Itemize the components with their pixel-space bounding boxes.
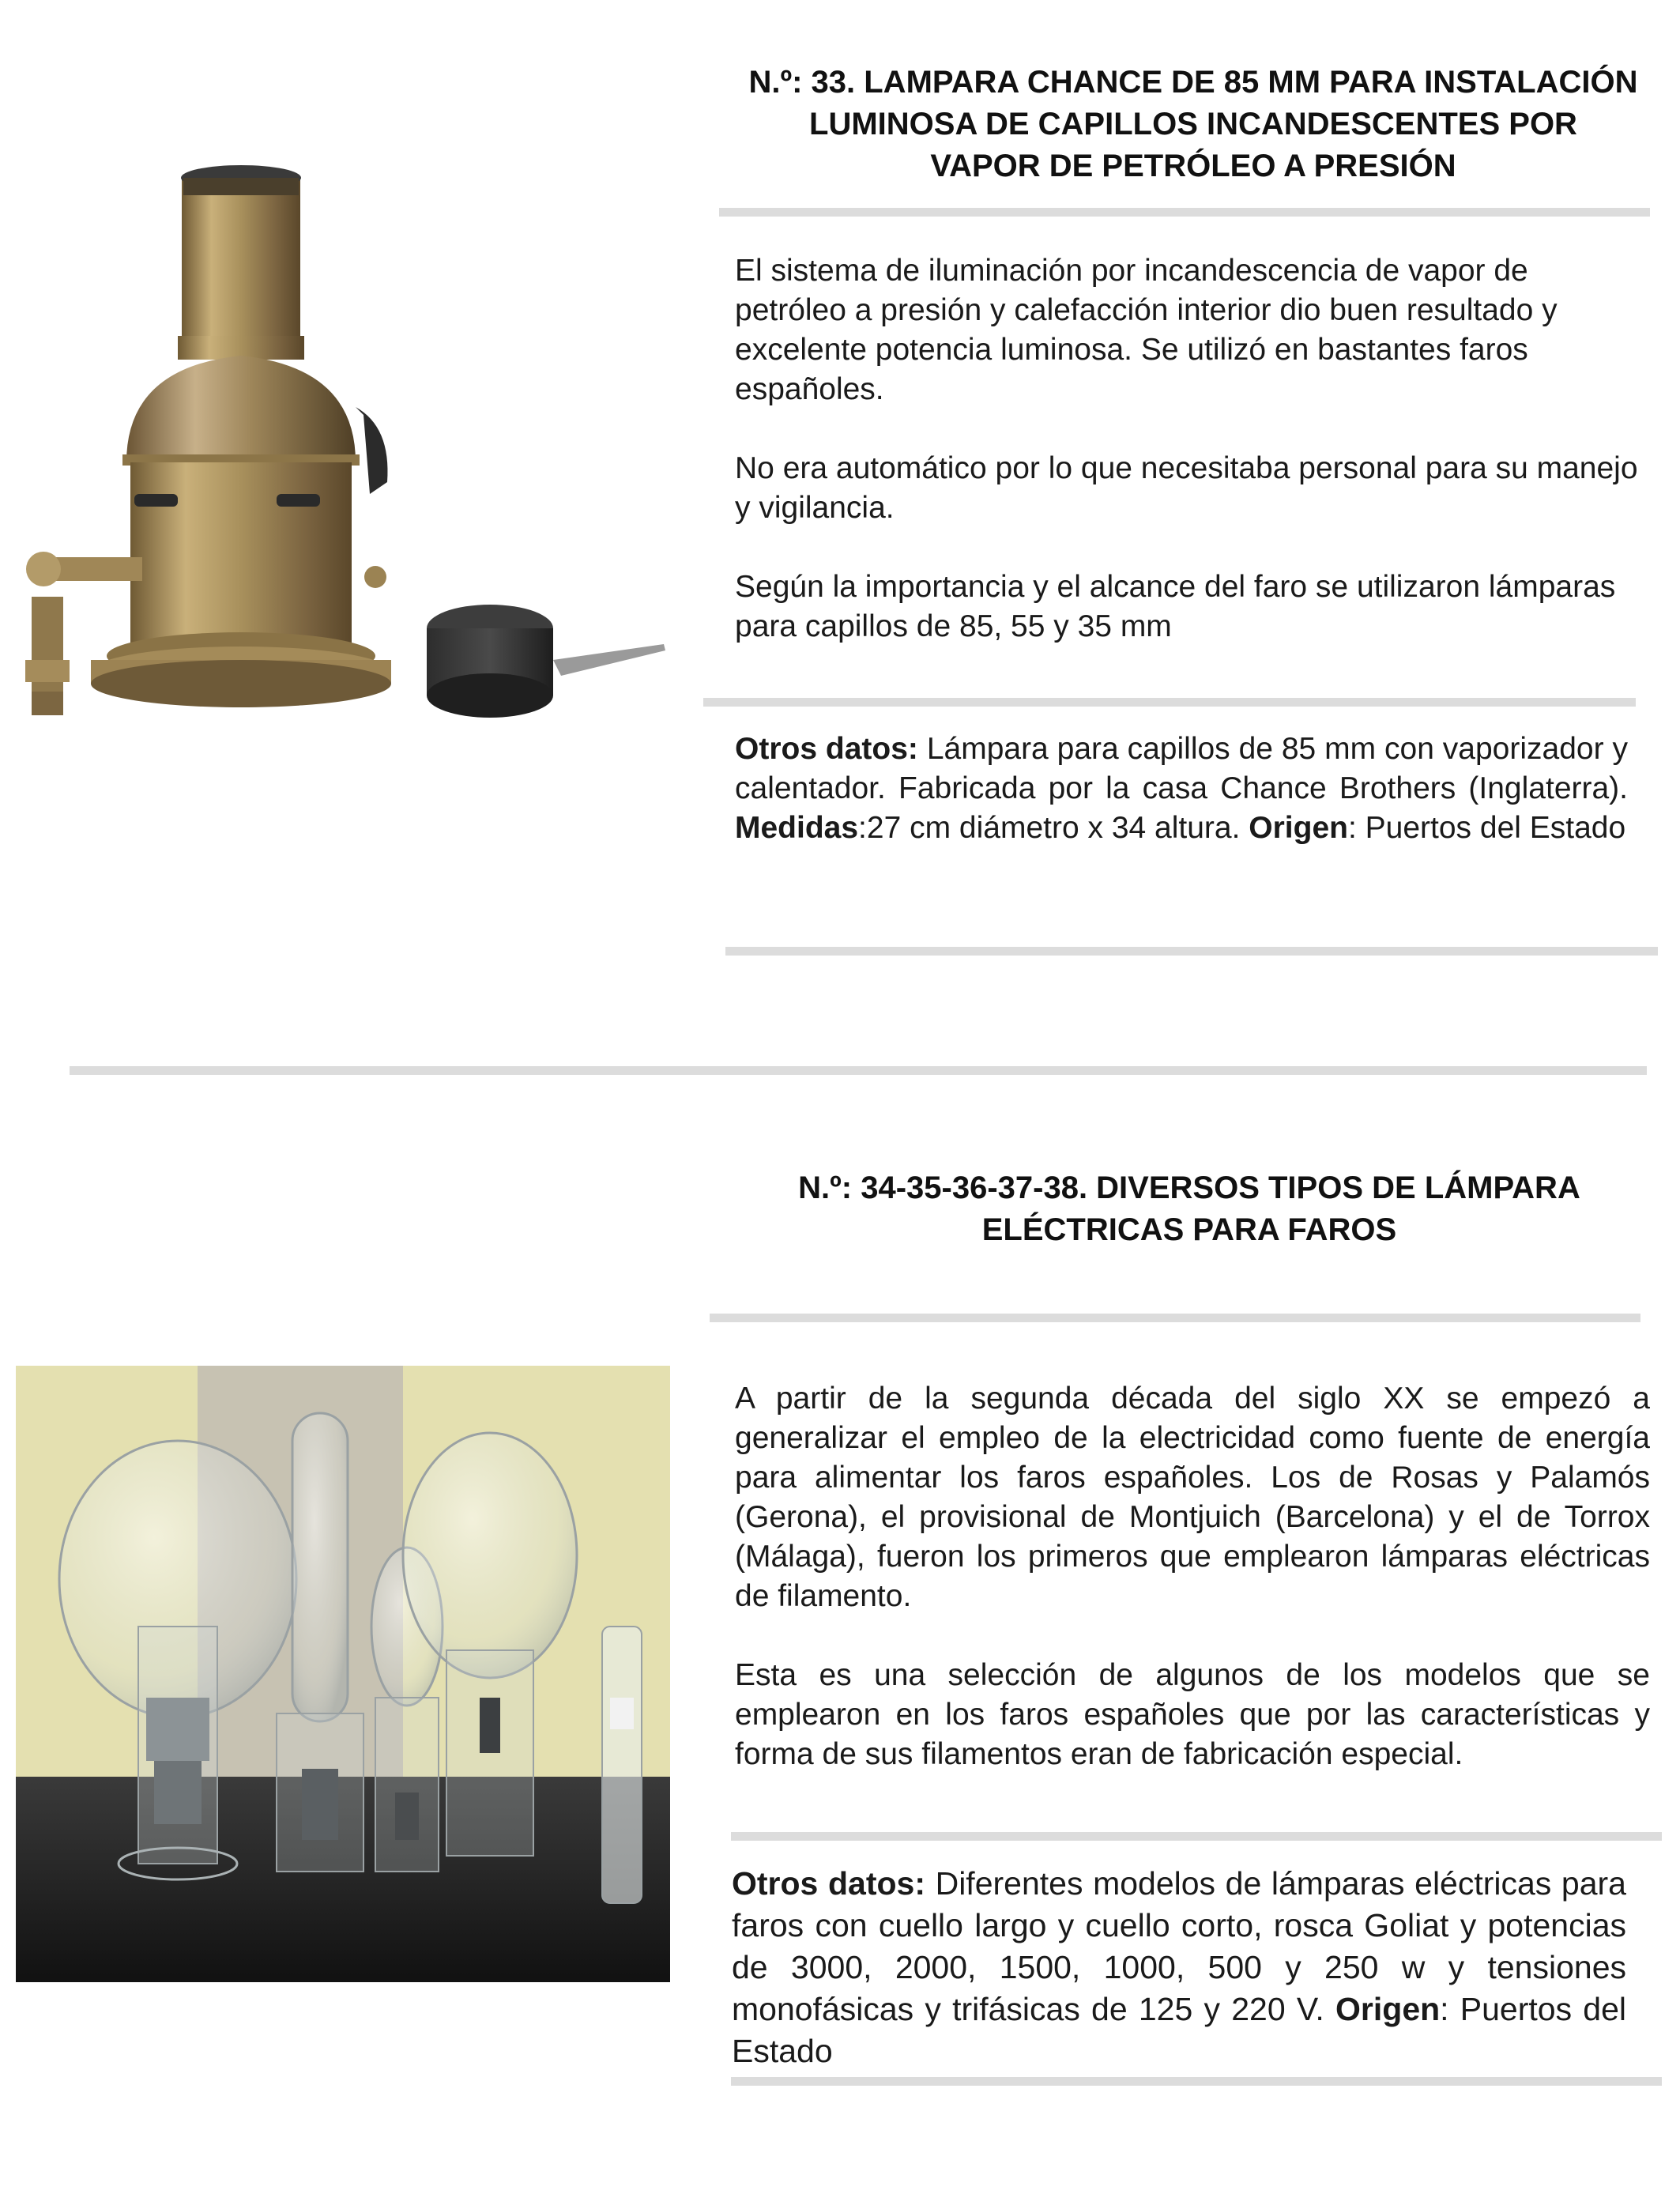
item2-title [715,1167,1663,1251]
rule-item2-end [731,2077,1662,2086]
item1-paragraph: Según la importancia y el alcance del faro se utilizaron lámparas para capillos de 85, 55 y 35 mm [735,570,1616,643]
rule-item1-body [703,698,1636,707]
item1-title-line: LUMINOSA DE CAPILLOS INCANDESCENTES POR [809,107,1577,141]
item2-description [735,1379,1650,1774]
item1-title [715,62,1671,187]
otros-datos-text: Diferentes modelos de lámparas eléctricas para faros con cuello largo y cuello corto, rosca Goliat y potencias de 3000, 2000, 1500, 1000, 500 y 250 w y tensiones monofásicas y trifásicas de 125 y 220 V. [732,1865,1626,2027]
item1-title-line: VAPOR DE PETRÓLEO A PRESIÓN [930,149,1456,183]
otros-datos-text: Lámpara para capillos de 85 mm con vaporizador y calentador. Fabricada por la casa Chance Brothers (Inglaterra). [735,732,1628,805]
otros-datos-label: Otros datos: [735,732,918,766]
item1-otros-datos [735,729,1628,848]
medidas-label: Medidas [735,811,859,845]
section-divider [70,1066,1647,1075]
item1-title-line: N.º: 33. LAMPARA CHANCE DE 85 MM PARA INSTALACIÓN [748,65,1638,100]
item1-description [735,251,1644,647]
rule-item2-body [731,1832,1662,1841]
item1-paragraph: No era automático por lo que necesitaba personal para su manejo y vigilancia. [735,451,1638,525]
lamp-photo-chance [16,154,672,739]
medidas-text: :27 cm diámetro x 34 altura. [858,811,1249,845]
rule-item2-title [710,1314,1640,1322]
item2-otros-datos [732,1863,1626,2072]
item1-paragraph: El sistema de iluminación por incandescencia de vapor de petróleo a presión y calefacción interior dio buen resultado y excelente potencia luminosa. Se utilizó en bastantes faros españoles. [735,254,1558,406]
item2-paragraph: Esta es una selección de algunos de los modelos que se emplearon en los faros españoles que por las características y forma de sus filamentos eran de fabricación especial. [735,1658,1650,1771]
rule-item1-title [719,208,1650,217]
origen-label: Origen [1249,811,1348,845]
rule-item1-end [725,947,1658,956]
lamps-photo-electric [16,1366,670,1982]
otros-datos-label: Otros datos: [732,1865,925,1902]
origen-label: Origen [1335,1991,1441,2027]
origen-text: : Puertos del Estado [1347,811,1626,845]
item2-paragraph: A partir de la segunda década del siglo XX se empezó a generalizar el empleo de la electricidad como fuente de energía para alimentar los faros españoles. Los de Rosas y Palamós (Gerona), el provisional de Montjuich (Barcelona) y el de Torrox (Málaga), fueron los primeros que emplearon lámparas eléctricas de filamento. [735,1382,1650,1613]
item2-title-line: N.º: 34-35-36-37-38. DIVERSOS TIPOS DE LÁMPARA [798,1171,1580,1205]
item2-title-line: ELÉCTRICAS PARA FAROS [981,1212,1397,1247]
origen-text: : Puertos del Estado [732,1991,1627,2069]
